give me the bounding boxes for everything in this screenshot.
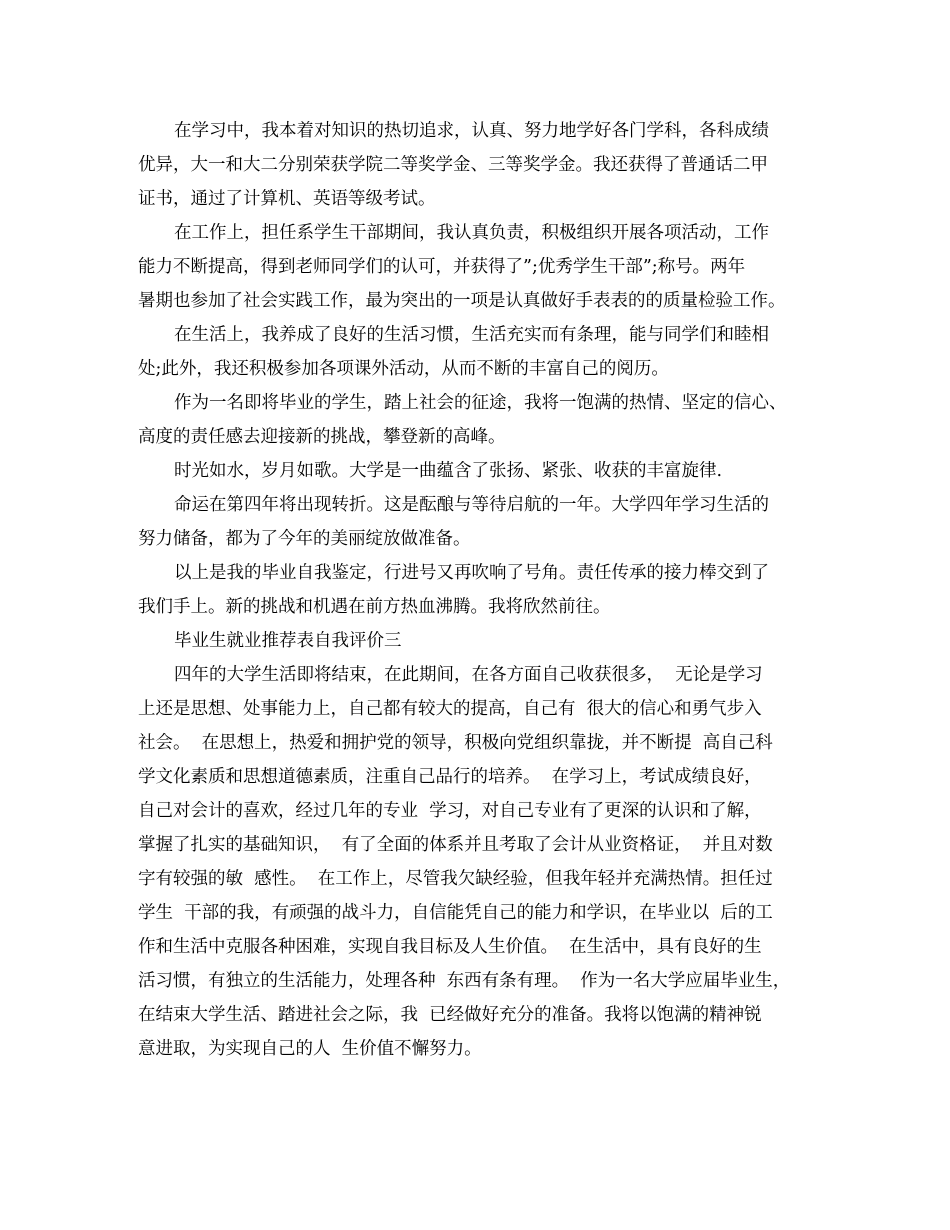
- document-body: [138, 114, 814, 1066]
- text-line: 作和生活中克服各种困难，实现自我目标及人生价值。 在生活中，具有良好的生: [138, 937, 762, 957]
- paragraph: [138, 454, 814, 488]
- paragraph: [138, 114, 814, 216]
- text-line: 时光如水，岁月如歌。大学是一曲蕴含了张扬、紧张、收获的丰富旋律.: [174, 461, 723, 481]
- paragraph: [138, 488, 814, 556]
- text-line: 掌握了扎实的基础知识， 有了全面的体系并且考取了会计从业资格证， 并且对数: [138, 835, 773, 855]
- text-line: 意进取，为实现自己的人 生价值不懈努力。: [138, 1039, 482, 1059]
- text-line: 高度的责任感去迎接新的挑战，攀登新的高峰。: [138, 427, 506, 447]
- text-line: 学生 干部的我，有顽强的战斗力，自信能凭自己的能力和学识，在毕业以 后的工: [138, 903, 773, 923]
- text-line: 以上是我的毕业自我鉴定，行进号又再吹响了号角。责任传承的接力棒交到了: [174, 563, 769, 583]
- text-line: 社会。 在思想上，热爱和拥护党的领导，积极向党组织靠拢，并不断提 高自己科: [138, 733, 773, 753]
- text-line: 字有较强的敏 感性。 在工作上，尽管我欠缺经验，但我年轻并充满热情。担任过: [138, 869, 773, 889]
- text-line: 自己对会计的喜欢，经过几年的专业 学习，对自己专业有了更深的认识和了解，: [138, 801, 762, 821]
- text-line: 在结束大学生活、踏进社会之际，我 已经做好充分的准备。我将以饱满的精神锐: [138, 1005, 762, 1025]
- paragraph: [138, 318, 814, 386]
- text-line: 四年的大学生活即将结束，在此期间，在各方面自己收获很多， 无论是学习: [174, 665, 763, 685]
- paragraph: [138, 624, 814, 658]
- text-line: 在工作上，担任系学生干部期间，我认真负责，积极组织开展各项活动，工作: [174, 223, 769, 243]
- text-line: 毕业生就业推荐表自我评价三: [174, 631, 402, 651]
- text-line: 我们手上。新的挑战和机遇在前方热血沸腾。我将欣然前往。: [138, 597, 611, 617]
- paragraph: [138, 386, 814, 454]
- text-line: 努力储备，都为了今年的美丽绽放做准备。: [138, 529, 471, 549]
- paragraph: [138, 216, 814, 318]
- paragraph: [138, 658, 814, 1066]
- text-line: 优异，大一和大二分别荣获学院二等奖学金、三等奖学金。我还获得了普通话二甲: [138, 155, 768, 175]
- text-line: 在学习中，我本着对知识的热切追求，认真、努力地学好各门学科，各科成绩: [174, 121, 769, 141]
- text-line: 上还是思想、处事能力上，自己都有较大的提高，自己有 很大的信心和勇气步入: [138, 699, 762, 719]
- text-line: 活习惯，有独立的生活能力，处理各种 东西有条有理。 作为一名大学应届毕业生，: [138, 971, 791, 991]
- text-line: 能力不断提高，得到老师同学们的认可，并获得了”;优秀学生干部”;称号。两年: [138, 257, 746, 277]
- text-line: 作为一名即将毕业的学生，踏上社会的征途，我将一饱满的热情、坚定的信心、: [174, 393, 787, 413]
- text-line: 证书，通过了计算机、英语等级考试。: [138, 189, 436, 209]
- paragraph: [138, 556, 814, 624]
- text-line: 学文化素质和思想道德素质，注重自己品行的培养。 在学习上，考试成绩良好，: [138, 767, 762, 787]
- text-line: 命运在第四年将出现转折。这是酝酿与等待启航的一年。大学四年学习生活的: [174, 495, 769, 515]
- text-line: 在生活上，我养成了良好的生活习惯，生活充实而有条理，能与同学们和睦相: [174, 325, 769, 345]
- text-line: 暑期也参加了社会实践工作，最为突出的一项是认真做好手表表的的质量检验工作。: [138, 291, 786, 311]
- text-line: 处;此外，我还积极参加各项课外活动，从而不断的丰富自己的阅历。: [138, 359, 669, 379]
